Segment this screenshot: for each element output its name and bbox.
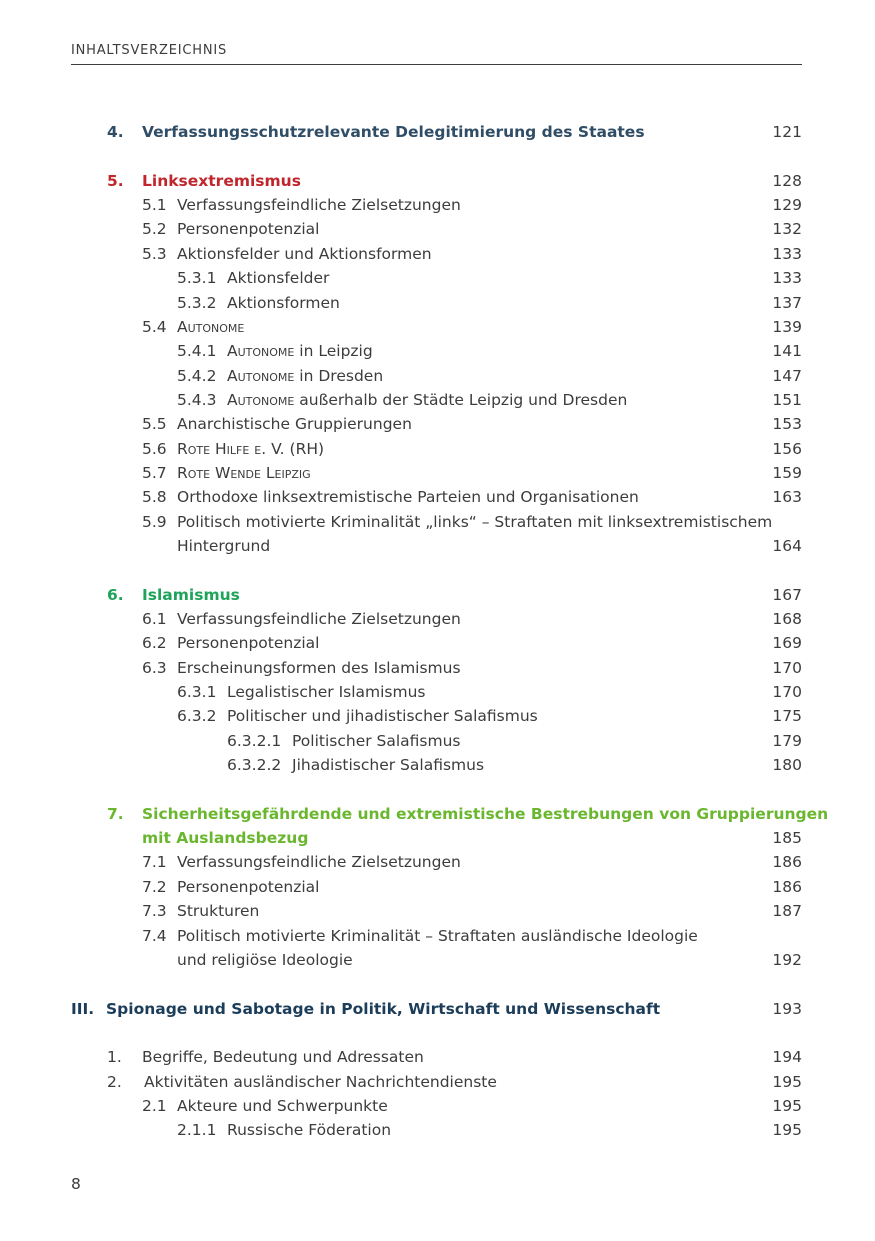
running-header: INHALTSVERZEICHNIS <box>71 43 228 58</box>
toc-number: 5.4.2 <box>177 367 217 385</box>
toc-title-rest: in Leipzig <box>294 342 373 360</box>
toc-title-rest: außerhalb der Städte Leipzig und Dresden <box>294 391 628 409</box>
toc-title: Spionage und Sabotage in Politik, Wirtschaft und Wissenschaft <box>106 1000 661 1018</box>
toc-entry-5-7[interactable] <box>0 461 875 485</box>
toc-entry-5-5[interactable] <box>0 412 875 436</box>
toc-page: 139 <box>772 318 802 336</box>
toc-title: Strukturen <box>177 902 260 920</box>
toc-title: Verfassungsfeindliche Zielsetzungen <box>177 853 461 871</box>
toc-entry-5[interactable] <box>0 169 875 193</box>
toc-entry-iii-2-1-1[interactable] <box>0 1118 875 1142</box>
toc-title: Personenpotenzial <box>177 878 320 896</box>
toc-number: 7. <box>107 805 124 823</box>
toc-title-rest: V. (RH) <box>266 440 325 458</box>
toc-title: Russische Föderation <box>227 1121 392 1139</box>
toc-page: 193 <box>772 1000 802 1018</box>
toc-number: 2.1 <box>142 1097 167 1115</box>
toc-entry-7-1[interactable] <box>0 850 875 874</box>
toc-page: 159 <box>772 464 802 482</box>
toc-title: Islamismus <box>142 586 240 604</box>
toc-entry-5-3[interactable] <box>0 242 875 266</box>
toc-number: 5.5 <box>142 415 167 433</box>
toc-page: 156 <box>772 440 802 458</box>
toc-title: Orthodoxe linksextremistische Parteien und Organisationen <box>177 488 639 506</box>
toc-title-line2: und religiöse Ideologie <box>177 951 353 969</box>
toc-title: Personenpotenzial <box>177 220 320 238</box>
toc-title-line2: Hintergrund <box>177 537 271 555</box>
toc-page: 186 <box>772 853 802 871</box>
toc-page: 132 <box>772 220 802 238</box>
toc-entry-iii-2[interactable] <box>0 1070 875 1094</box>
toc-entry-6-2[interactable] <box>0 631 875 655</box>
toc-number: 5.8 <box>142 488 167 506</box>
toc-number: 6. <box>107 586 124 604</box>
toc-page: 137 <box>772 294 802 312</box>
toc-entry-6-3-2-1[interactable] <box>0 729 875 753</box>
toc-title-line1: Politisch motivierte Kriminalität – Straftaten ausländische Ideologie <box>177 927 698 945</box>
toc-number: 2.1.1 <box>177 1121 217 1139</box>
toc-title: Begriffe, Bedeutung und Adressaten <box>142 1048 424 1066</box>
toc-page: 195 <box>772 1073 802 1091</box>
toc-title: Aktionsformen <box>227 294 340 312</box>
header-rule <box>71 64 802 65</box>
toc-number: 6.2 <box>142 634 167 652</box>
toc-number: 6.3 <box>142 659 167 677</box>
toc-number: 7.4 <box>142 927 167 945</box>
toc-page: 170 <box>772 683 802 701</box>
toc-entry-6-3-1[interactable] <box>0 680 875 704</box>
toc-entry-6-3-2[interactable] <box>0 704 875 728</box>
toc-title: Verfassungsschutzrelevante Delegitimierung des Staates <box>142 123 645 141</box>
toc-title: Personenpotenzial <box>177 634 320 652</box>
toc-entry-5-4-1[interactable] <box>0 339 875 363</box>
toc-entry-5-4[interactable] <box>0 315 875 339</box>
toc-entry-5-2[interactable] <box>0 217 875 241</box>
toc-number: 5.4.1 <box>177 342 217 360</box>
toc-page: 129 <box>772 196 802 214</box>
toc-page: 179 <box>772 732 802 750</box>
toc-entry-iii-2-1[interactable] <box>0 1094 875 1118</box>
toc-page: 195 <box>772 1097 802 1115</box>
toc-page: 151 <box>772 391 802 409</box>
toc-page: 169 <box>772 634 802 652</box>
toc-number: 5.1 <box>142 196 167 214</box>
toc-number: 5.3 <box>142 245 167 263</box>
toc-entry-7-3[interactable] <box>0 899 875 923</box>
toc-title: Aktivitäten ausländischer Nachrichtendienste <box>144 1073 497 1091</box>
toc-entry-5-3-2[interactable] <box>0 291 875 315</box>
toc-number: 5. <box>107 172 124 190</box>
toc-page: 121 <box>772 123 802 141</box>
toc-number: 5.9 <box>142 513 167 531</box>
toc-title <box>177 437 324 461</box>
toc-entry-7[interactable] <box>0 802 875 826</box>
toc-entry-5-4-2[interactable] <box>0 364 875 388</box>
toc-title-line1: Sicherheitsgefährdende und extremistische Bestrebungen von Gruppierungen <box>142 805 829 823</box>
toc-number: 6.1 <box>142 610 167 628</box>
toc-number: 7.2 <box>142 878 167 896</box>
toc-number: 5.2 <box>142 220 167 238</box>
toc-title-smallcaps: Autonome <box>227 391 295 409</box>
toc-title <box>227 339 373 363</box>
toc-title-smallcaps: Autonome <box>227 342 295 360</box>
toc-number: 7.1 <box>142 853 167 871</box>
toc-number: 5.3.2 <box>177 294 217 312</box>
toc-number: 6.3.2 <box>177 707 217 725</box>
toc-page: 128 <box>772 172 802 190</box>
toc-number: 5.6 <box>142 440 167 458</box>
toc-number: 5.4 <box>142 318 167 336</box>
toc-title <box>227 388 627 412</box>
toc-page: 186 <box>772 878 802 896</box>
toc-title: Legalistischer Islamismus <box>227 683 426 701</box>
toc-number: 5.4.3 <box>177 391 217 409</box>
toc-entry-5-3-1[interactable] <box>0 266 875 290</box>
toc-title: Aktionsfelder <box>227 269 330 287</box>
toc-page: 167 <box>772 586 802 604</box>
toc-entry-5-1[interactable] <box>0 193 875 217</box>
toc-title: Anarchistische Gruppierungen <box>177 415 412 433</box>
toc-entry-part-iii[interactable] <box>0 997 875 1021</box>
toc-page: 141 <box>772 342 802 360</box>
toc-number: 1. <box>107 1048 122 1066</box>
toc-number: 5.7 <box>142 464 167 482</box>
toc-title: Politischer und jihadistischer Salafismus <box>227 707 538 725</box>
toc-page: 175 <box>772 707 802 725</box>
toc-entry-7-4-cont[interactable] <box>0 948 875 972</box>
toc-entry-5-9[interactable] <box>0 510 875 534</box>
toc-page: 133 <box>772 245 802 263</box>
toc-title-smallcaps: Autonome <box>227 367 295 385</box>
toc-entry-6[interactable] <box>0 583 875 607</box>
toc-page: 153 <box>772 415 802 433</box>
toc-number: 6.3.1 <box>177 683 217 701</box>
toc-entry-5-9-cont[interactable] <box>0 534 875 558</box>
toc-title-rest: in Dresden <box>294 367 384 385</box>
toc-title: Erscheinungsformen des Islamismus <box>177 659 461 677</box>
toc-page: 194 <box>772 1048 802 1066</box>
toc-title: Rote Wende Leipzig <box>177 464 311 482</box>
toc-page: 187 <box>772 902 802 920</box>
toc-title: Verfassungsfeindliche Zielsetzungen <box>177 196 461 214</box>
toc-number: 6.3.2.2 <box>227 756 282 774</box>
toc-number: III. <box>71 1000 95 1018</box>
toc-entry-iii-1[interactable] <box>0 1045 875 1069</box>
toc-title: Akteure und Schwerpunkte <box>177 1097 388 1115</box>
toc-title-line1: Politisch motivierte Kriminalität „links“ – Straftaten mit linksextremistischem <box>177 513 773 531</box>
toc-title-line2: mit Auslandsbezug <box>142 829 309 847</box>
toc-page: 170 <box>772 659 802 677</box>
toc-number: 7.3 <box>142 902 167 920</box>
toc-entry-7-cont[interactable] <box>0 826 875 850</box>
page-number: 8 <box>71 1175 81 1193</box>
toc-number: 6.3.2.1 <box>227 732 282 750</box>
toc-title: Jihadistischer Salafismus <box>292 756 485 774</box>
toc-page: 168 <box>772 610 802 628</box>
toc-entry-7-4[interactable] <box>0 924 875 948</box>
toc-page: 133 <box>772 269 802 287</box>
toc-title: Aktionsfelder und Aktionsformen <box>177 245 432 263</box>
toc-title-smallcaps: Rote Hilfe e. <box>177 440 267 458</box>
toc-number: 4. <box>107 123 124 141</box>
toc-entry-7-2[interactable] <box>0 875 875 899</box>
toc-title <box>227 364 383 388</box>
toc-page: 147 <box>772 367 802 385</box>
toc-page: 185 <box>772 829 802 847</box>
toc-entry-5-6[interactable] <box>0 437 875 461</box>
toc-entry-6-3-2-2[interactable] <box>0 753 875 777</box>
toc-entry-5-8[interactable] <box>0 485 875 509</box>
toc-number: 2. <box>107 1073 122 1091</box>
toc-number: 5.3.1 <box>177 269 217 287</box>
toc-title: Politischer Salafismus <box>292 732 461 750</box>
toc-page: 164 <box>772 537 802 555</box>
toc-page: 192 <box>772 951 802 969</box>
toc-page: 163 <box>772 488 802 506</box>
toc-entry-5-4-3[interactable] <box>0 388 875 412</box>
toc-title: Linksextremismus <box>142 172 301 190</box>
toc-entry-4[interactable] <box>0 120 875 144</box>
toc-entry-6-1[interactable] <box>0 607 875 631</box>
toc-title: Verfassungsfeindliche Zielsetzungen <box>177 610 461 628</box>
toc-page: 195 <box>772 1121 802 1139</box>
toc-entry-6-3[interactable] <box>0 656 875 680</box>
toc-page: 180 <box>772 756 802 774</box>
toc-title: Autonome <box>177 318 245 336</box>
